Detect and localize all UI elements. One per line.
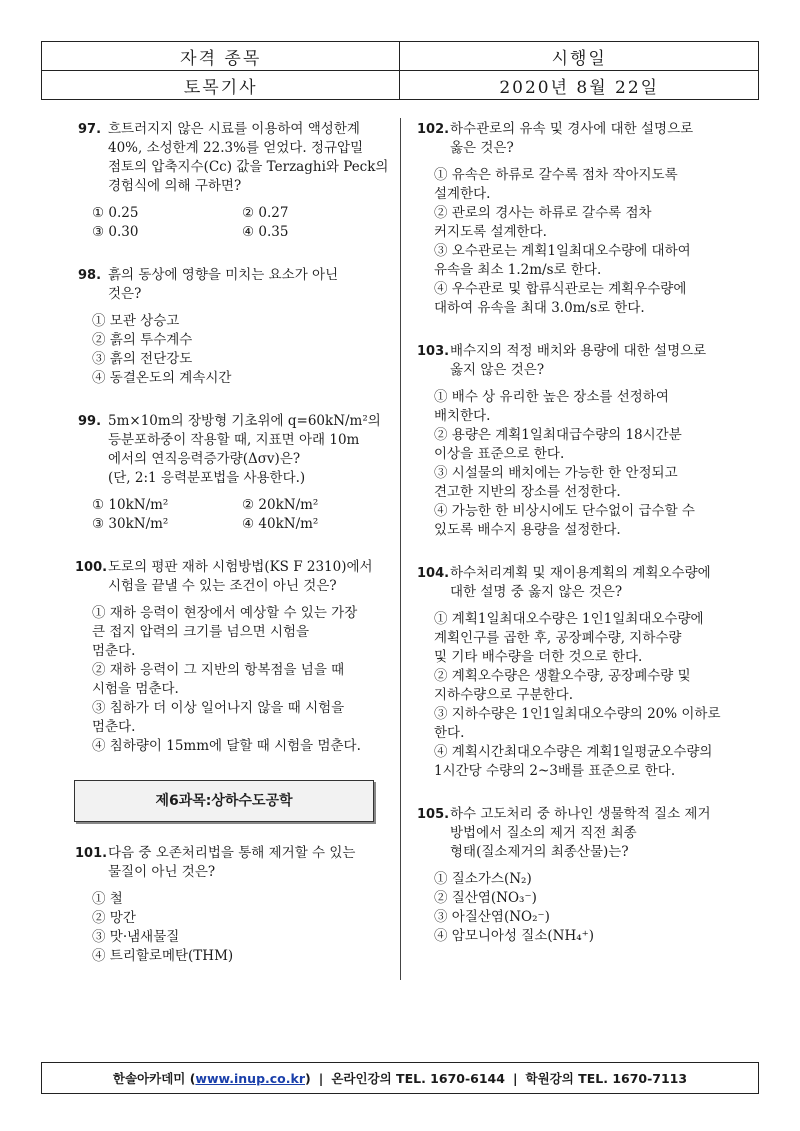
question-number: 97. (78, 122, 102, 137)
question-text: 흙의 동상에 영향을 미치는 요소가 아닌 것은? (108, 267, 339, 302)
option-3: ③ 침하가 더 이상 일어나지 않을 때 시험을 멈춘다. (92, 700, 345, 735)
option-2: ② 관로의 경사는 하류로 갈수록 점차 커지도록 설계한다. (434, 205, 652, 240)
question-103 (417, 342, 740, 540)
option-2: ② 재하 응력이 그 지반의 항복점을 넘을 때 시험을 멈춘다. (92, 662, 345, 697)
header-date: 2020년 8월 22일 (400, 71, 759, 100)
option-2: ② 계획오수량은 생활오수량, 공장폐수량 및 지하수량으로 구분한다. (434, 668, 691, 703)
option-1: ① 배수 상 유리한 높은 장소를 선정하여 배치한다. (434, 389, 669, 424)
question-text: 다음 중 오존처리법을 통해 제거할 수 있는 물질이 아닌 것은? (108, 845, 356, 880)
option-1: ① 모관 상승고 (92, 313, 180, 329)
option-2: ② 망간 (92, 910, 136, 926)
question-99 (78, 412, 390, 534)
question-number: 102. (417, 122, 450, 137)
question-104 (417, 564, 740, 781)
question-number: 103. (417, 344, 450, 359)
option-1: ① 유속은 하류로 갈수록 점차 작아지도록 설계한다. (434, 167, 678, 202)
option-4: ④ 침하량이 15mm에 달할 때 시험을 멈춘다. (92, 738, 361, 754)
footer-online-phone: 온라인강의 TEL. 1670-6144 (331, 1071, 505, 1086)
option-1: ① 재하 응력이 현장에서 예상할 수 있는 가장 큰 접지 압력의 크기를 넘으면 시험을 멈춘다. (92, 605, 358, 659)
question-number: 101. (75, 846, 108, 861)
footer-separator: | (512, 1070, 518, 1086)
option-3: ③ 아질산염(NO₂⁻) (434, 909, 550, 925)
question-number: 105. (417, 807, 450, 822)
question-text: 도로의 평판 재하 시험방법(KS F 2310)에서 시험을 끝낼 수 있는 조건이 아닌 것은? (108, 559, 373, 594)
option-4: ④ 가능한 한 비상시에도 단수없이 급수할 수 있도록 배수지 용량을 설정한다. (434, 503, 695, 538)
question-number: 99. (78, 414, 102, 429)
option-4: ④ 계획시간최대오수량은 계획1일평균오수량의 1시간당 수량의 2~3배를 표준으로 한다. (434, 744, 713, 779)
footer-academy: 한솔아카데미 ( (112, 1071, 196, 1086)
option-2: ② 20kN/m² (242, 497, 319, 513)
header-subject: 토목기사 (42, 71, 400, 100)
option-3: ③ 맛·냄새물질 (92, 929, 180, 945)
option-2: ② 흙의 투수계수 (92, 332, 193, 348)
footer-website-link[interactable]: www.inup.co.kr (195, 1070, 306, 1086)
option-1: ① 0.25 (92, 205, 139, 221)
column-divider (400, 118, 401, 980)
section-title-box (74, 780, 374, 822)
left-column (75, 120, 390, 990)
section-title: 제6과목:상하수도공학 (155, 792, 293, 809)
question-text: 하수처리계획 및 재이용계획의 계획오수량에 대한 설명 중 옳지 않은 것은? (450, 565, 711, 600)
option-3: ③ 오수관로는 계획1일최대오수량에 대하여 유속을 최소 1.2m/s로 한다. (434, 243, 691, 278)
header-label-date: 시행일 (400, 42, 759, 71)
option-4: ④ 암모니아성 질소(NH₄⁺) (434, 928, 595, 944)
option-3: ③ 시설물의 배치에는 가능한 한 안정되고 견고한 지반의 장소를 선정한다. (434, 465, 678, 500)
question-101 (75, 844, 390, 966)
option-1: ① 계획1일최대오수량은 1인1일최대오수량에 계획인구를 곱한 후, 공장폐수량, 지하수량 및 기타 배수량을 더한 것으로 한다. (434, 611, 704, 665)
option-2: ② 0.27 (242, 205, 289, 221)
option-3: ③ 지하수량은 1인1일최대오수량의 20% 이하로 한다. (434, 706, 721, 741)
option-3: ③ 0.30 (92, 224, 139, 240)
option-4: ④ 동결온도의 계속시간 (92, 370, 232, 386)
option-3: ③ 30kN/m² (92, 516, 169, 532)
option-1: ① 10kN/m² (92, 497, 169, 513)
question-number: 104. (417, 566, 450, 581)
footer-academy-close: ) (305, 1070, 311, 1086)
option-4: ④ 트리할로메탄(THM) (92, 948, 234, 964)
question-97 (78, 120, 390, 242)
option-4: ④ 0.35 (242, 224, 289, 240)
question-102 (417, 120, 740, 318)
question-text: 하수관로의 유속 및 경사에 대한 설명으로 옳은 것은? (450, 121, 694, 156)
question-text: 배수지의 적정 배치와 용량에 대한 설명으로 옳지 않은 것은? (450, 343, 707, 378)
option-2: ② 용량은 계획1일최대급수량의 18시간분 이상을 표준으로 한다. (434, 427, 682, 462)
option-4: ④ 우수관로 및 합류식관로는 계획우수량에 대하여 유속을 최대 3.0m/s로 한다. (434, 281, 687, 316)
footer-offline-phone: 학원강의 TEL. 1670-7113 (525, 1071, 688, 1086)
right-column (417, 120, 740, 970)
option-1: ① 질소가스(N₂) (434, 871, 532, 887)
question-105 (417, 805, 740, 946)
question-text: 흐트러지지 않은 시료를 이용하여 액성한계 40%, 소성한계 22.3%를 얻었다. 정규압밀 점토의 압축지수(Cc) 값을 Terzaghi와 Peck의 경험식에 의해 구하면? (108, 121, 389, 194)
option-1: ① 철 (92, 891, 123, 907)
question-number: 98. (78, 268, 102, 283)
question-100 (75, 558, 390, 756)
question-number: 100. (75, 560, 108, 575)
option-4: ④ 40kN/m² (242, 516, 319, 532)
question-98 (78, 266, 390, 388)
footer-separator: | (318, 1070, 324, 1086)
option-3: ③ 흙의 전단강도 (92, 351, 193, 367)
exam-header-table (41, 41, 759, 100)
question-text: 하수 고도처리 중 하나인 생물학적 질소 제거 방법에서 질소의 제거 직전 최종 형태(질소제거의 최종산물)는? (450, 806, 711, 860)
question-text: 5m×10m의 장방형 기초위에 q=60kN/m²의 등분포하중이 작용할 때, 지표면 아래 10m 에서의 연직응력증가량(Δσv)은? (단, 2:1 응력분포법을 사용한다.) (108, 413, 381, 486)
footer-bar (41, 1062, 759, 1094)
header-label-subject: 자격 종목 (42, 42, 400, 71)
option-2: ② 질산염(NO₃⁻) (434, 890, 537, 906)
